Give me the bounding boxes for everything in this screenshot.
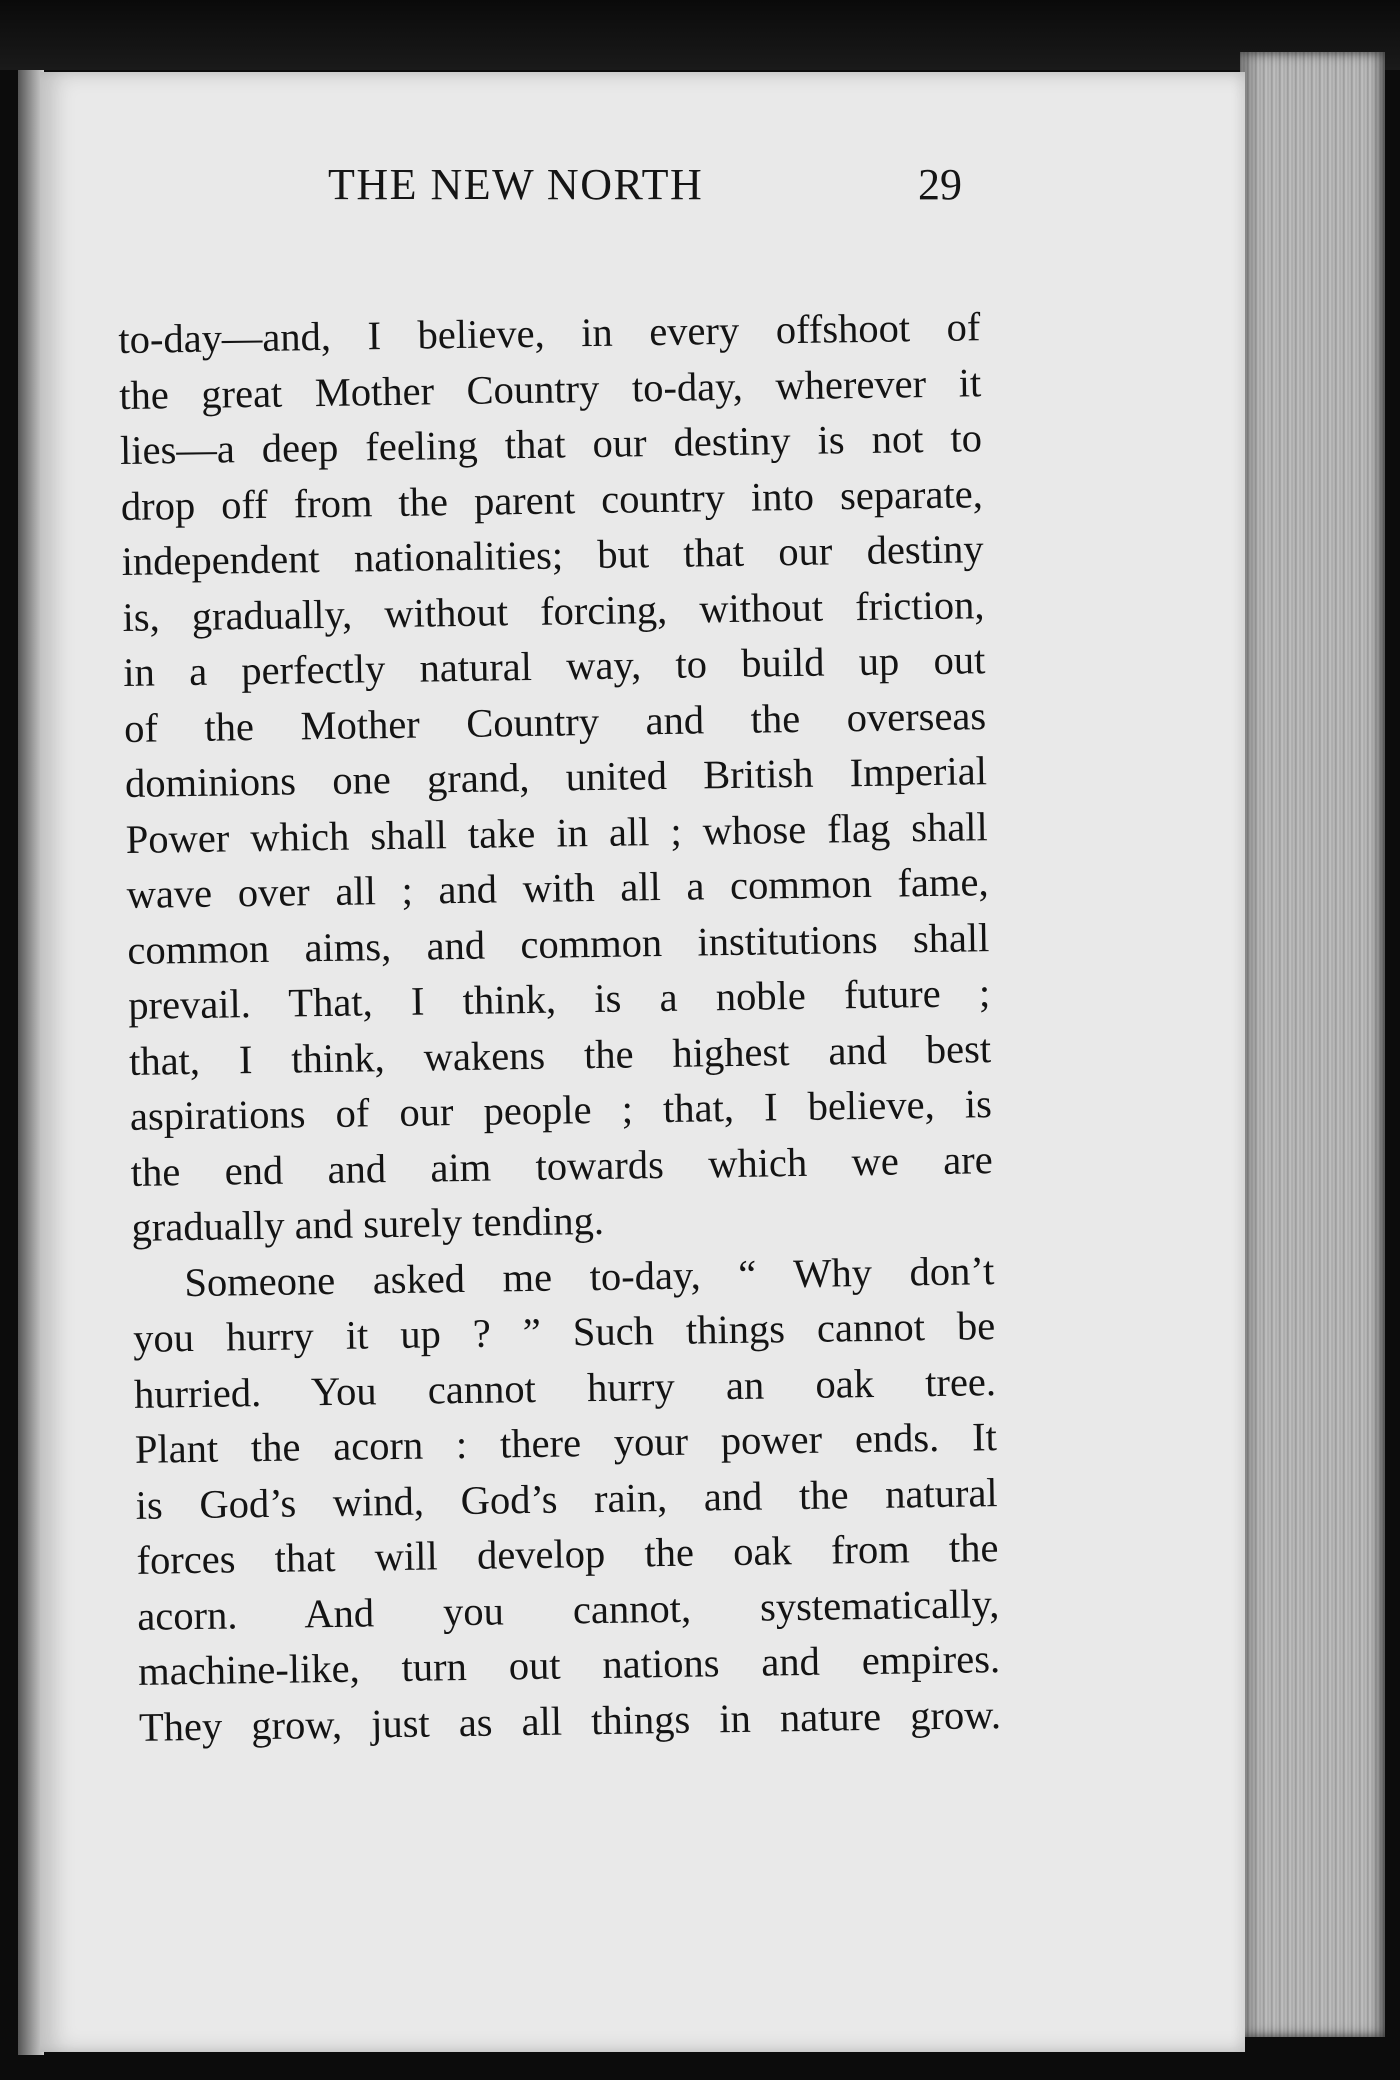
scan-top-shadow <box>0 0 1400 70</box>
text-line: to-day—and, I believe, in every offshoot of <box>118 304 981 362</box>
page-body <box>118 299 1001 1755</box>
page-number: 29 <box>918 160 962 209</box>
text-line: wave over all ; and with all a common fame, <box>126 859 989 917</box>
paragraph-1 <box>118 299 994 1255</box>
text-line: aspirations of our people ; that, I believe, is <box>129 1081 993 1139</box>
text-line: acorn. And you cannot, systematically, <box>137 1580 1000 1639</box>
text-line: of the Mother Country and the overseas <box>123 692 987 751</box>
page-header <box>0 155 1400 215</box>
text-line: hurried. You cannot hurry an oak tree. <box>133 1358 997 1417</box>
text-line: is, gradually, without forcing, without friction, <box>122 581 985 640</box>
running-title: THE NEW NORTH <box>328 160 704 209</box>
text-line: the end and aim towards which we are <box>130 1136 993 1195</box>
text-line: forces that will develop the oak from the <box>136 1525 999 1583</box>
text-line: drop off from the parent country into separate, <box>120 470 984 529</box>
text-line: is God’s wind, God’s rain, and the natural <box>135 1469 998 1528</box>
text-line: independent nationalities; but that our destiny <box>121 526 984 584</box>
text-line: the great Mother Country to-day, wherever it <box>118 359 982 418</box>
text-line: Plant the acorn : there your power ends. It <box>134 1414 998 1472</box>
text-line: prevail. That, I think, is a noble future ; <box>127 970 991 1028</box>
text-line: Someone asked me to-day, “ Why don’t <box>184 1247 995 1305</box>
text-line: in a perfectly natural way, to build up out <box>123 637 986 695</box>
text-line: lies—a deep feeling that our destiny is not to <box>119 415 983 473</box>
paragraph-2 <box>132 1243 1001 1755</box>
text-line: Power which shall take in all ; whose flag shall <box>125 803 989 862</box>
text-line: They grow, just as all things in nature grow. <box>138 1691 1002 1750</box>
text-line: machine-like, turn out nations and empires. <box>137 1636 1001 1694</box>
text-line: common aims, and common institutions shall <box>127 914 990 973</box>
text-line: dominions one grand, united British Imperial <box>124 748 988 806</box>
book-fore-edge <box>1240 52 1385 2037</box>
text-line: that, I think, wakens the highest and best <box>128 1025 992 1084</box>
text-line: you hurry it up ? ” Such things cannot be <box>132 1303 996 1361</box>
text-line: gradually and surely tending. <box>131 1197 605 1250</box>
